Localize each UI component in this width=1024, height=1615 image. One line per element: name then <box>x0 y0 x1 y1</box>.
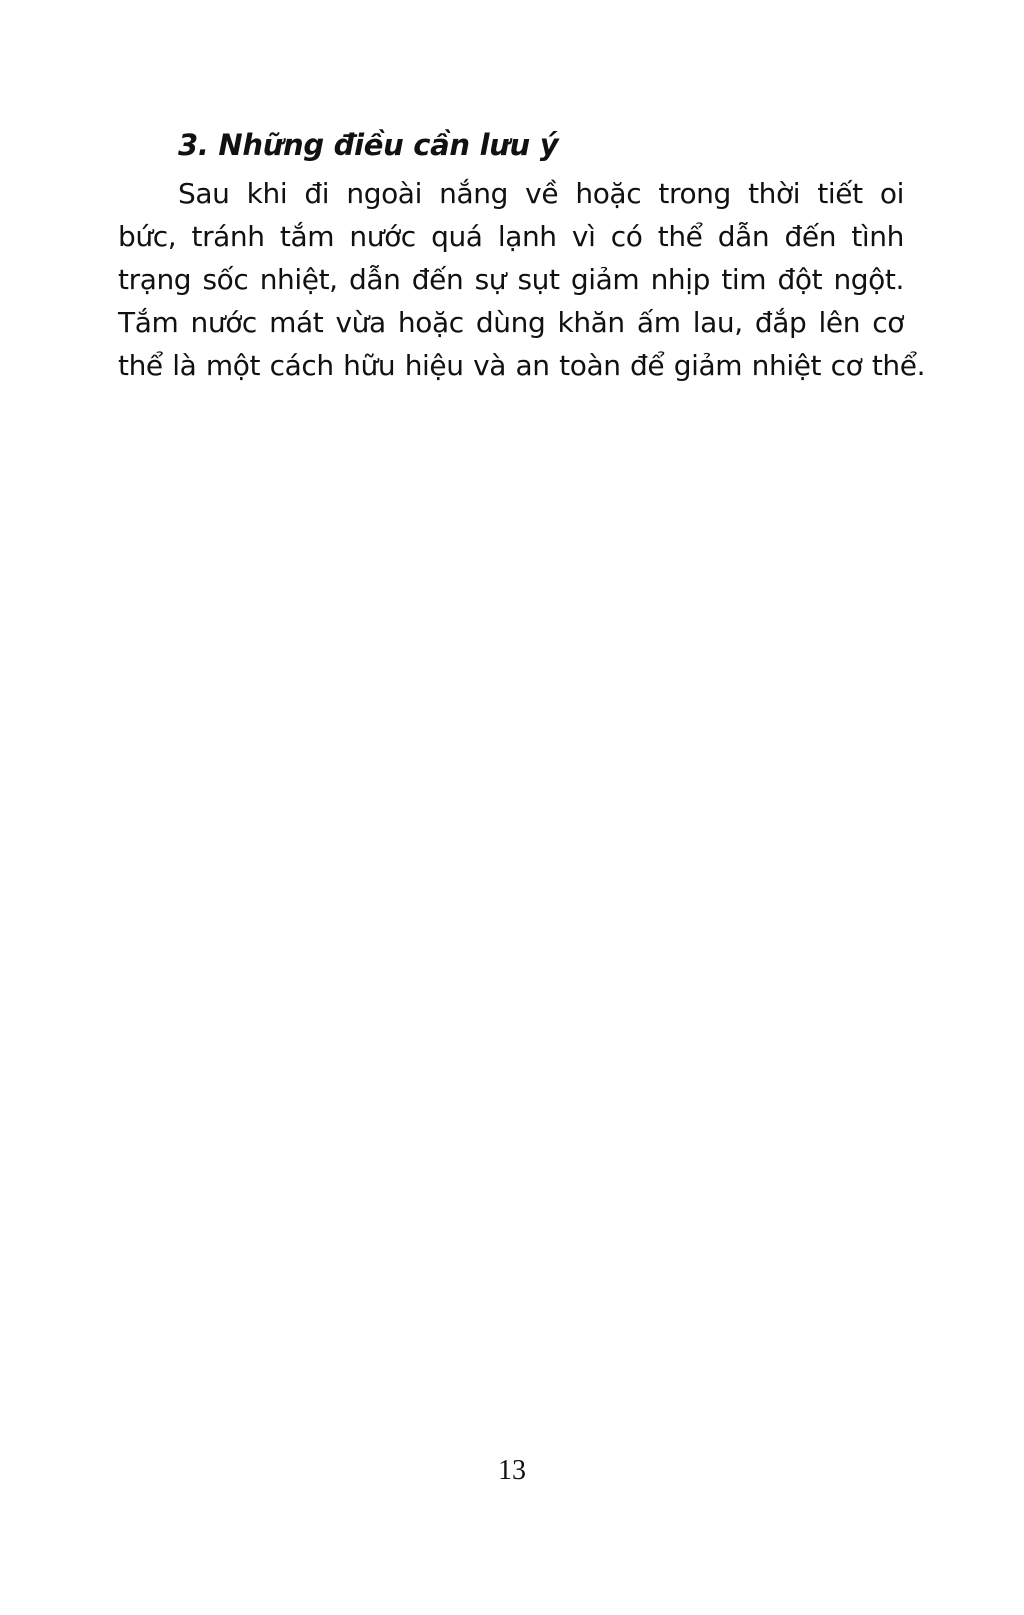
paragraph-line: Tắm nước mát vừa hoặc dùng khăn ấm lau, đắp lên cơ <box>118 306 904 339</box>
paragraph-line: bức, tránh tắm nước quá lạnh vì có thể dẫn đến tình <box>118 220 904 253</box>
paragraph-line: thể là một cách hữu hiệu và an toàn để giảm nhiệt cơ thể. <box>118 349 926 382</box>
paragraph-line: Sau khi đi ngoài nắng về hoặc trong thời tiết oi <box>178 177 904 210</box>
paragraph-line: trạng sốc nhiệt, dẫn đến sự sụt giảm nhịp tim đột ngột. <box>118 263 904 296</box>
section-heading: 3. Những điều cần lưu ý <box>178 128 559 162</box>
body-paragraph <box>118 172 926 387</box>
section-content <box>118 118 926 387</box>
page-number: 13 <box>498 1455 526 1486</box>
